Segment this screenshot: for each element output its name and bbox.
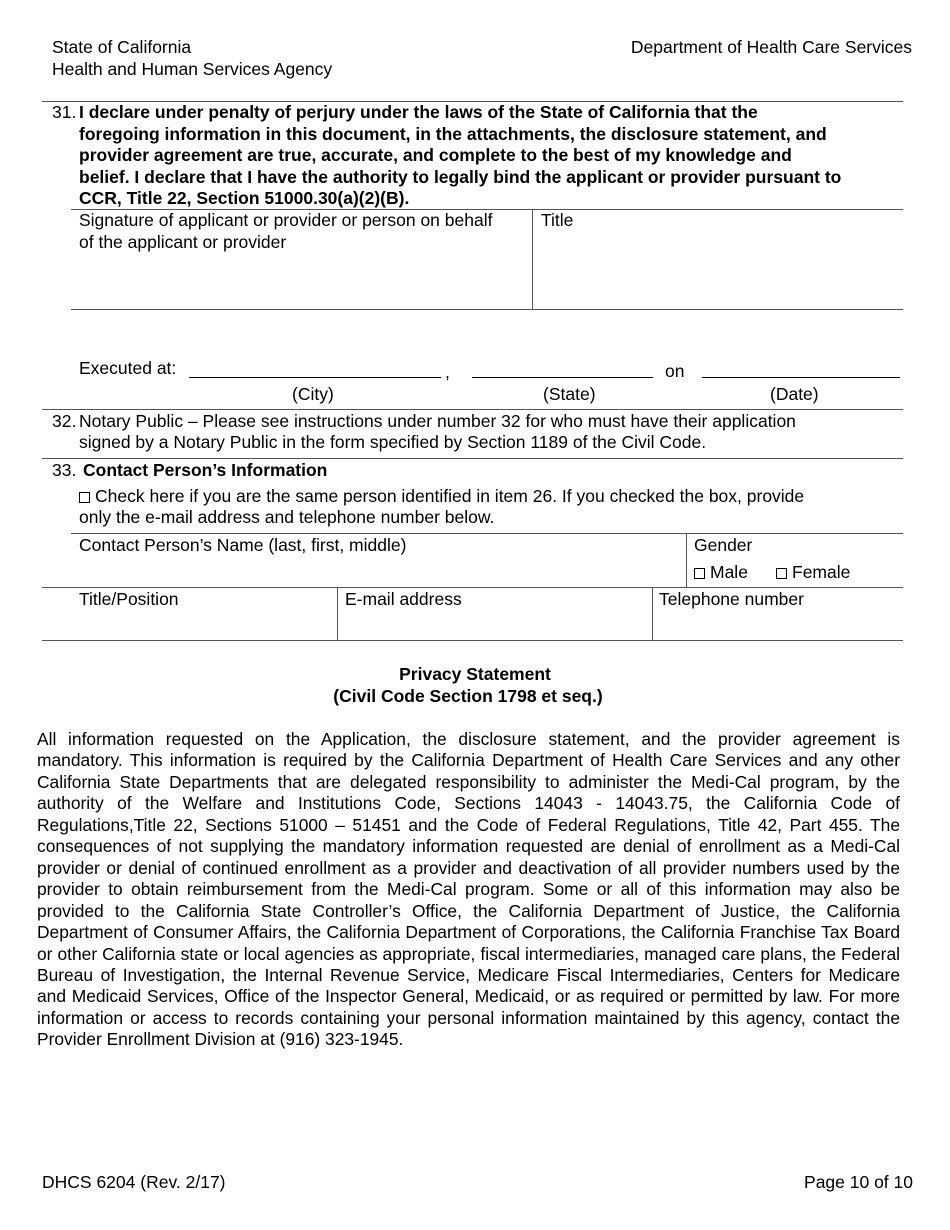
form-id: DHCS 6204 (Rev. 2/17) [42,1172,226,1192]
date-label: (Date) [770,384,819,404]
declaration-line: CCR, Title 22, Section 51000.30(a)(2)(B). [79,188,410,208]
gender-label: Gender [694,535,753,555]
city-field[interactable] [189,377,441,378]
same-person-checkbox[interactable] [79,492,90,503]
title-position-label: Title/Position [79,589,179,609]
header-agency: Health and Human Services Agency [52,59,333,79]
divider [686,533,687,587]
signature-label: of the applicant or provider [79,232,287,252]
header-state: State of California [52,37,192,57]
date-field[interactable] [702,377,900,378]
declaration-line: foregoing information in this document, in the attachments, the disclosure statement, and [79,124,827,144]
item-31-number: 31. [52,102,77,122]
title-field[interactable] [533,210,902,308]
divider [42,458,903,459]
item-33-number: 33. [52,460,77,480]
telephone-label: Telephone number [659,589,804,609]
notary-text: Notary Public – Please see instructions under number 32 for who must have their application [79,411,796,431]
city-label: (City) [292,384,334,404]
privacy-body: All information requested on the Application, the disclosure statement, and the provider agreement is mandatory. This information is required by the California Department of Health Care Services and any other California State Departments that are delegated responsibility to administer the Medi-Cal program, by the authority of the Welfare and Institutions Code, Sections 14043 - 14043.75, the California Code of Regulations,Title 22, Sections 51000 – 51451 and the Code of Federal Regulations, Title 42, Part 455. The consequences of not supplying the mandatory information requested are denial of enrollment as a Medi-Cal provider or denial of continued enrollment as a provider and deactivation of all provider numbers used by the provider to obtain reimbursement from the Medi-Cal program. Some or all of this information may also be provided to the California State Controller’s Office, the California Department of Justice, the California Department of Consumer Affairs, the California Department of Corporations, the California Franchise Tax Board or other California state or local agencies as appropriate, fiscal intermediaries, managed care plans, the Federal Bureau of Investigation, the Internal Revenue Service, Medicare Fiscal Intermediaries, Centers for Medicare and Medicaid Services, Office of the Inspector General, Medicaid, or as required or permitted by law. For more information or access to records containing your personal information maintained by this agency, contact the Provider Enrollment Division at (916) 323-1945. [37,729,900,1050]
title-label: Title [541,210,574,230]
executed-at-label: Executed at: [79,358,177,378]
divider [71,309,903,310]
privacy-title: Privacy Statement [399,664,551,684]
divider [42,409,903,410]
item-32-number: 32. [52,411,77,431]
email-label: E-mail address [345,589,462,609]
gender-female-option[interactable] [776,562,850,584]
header-department: Department of Health Care Services [630,37,912,57]
state-field[interactable] [472,377,653,378]
male-label: Male [710,562,748,582]
declaration-line: belief. I declare that I have the authority to legally bind the applicant or provider pursuant to [79,167,842,187]
contact-section-title: Contact Person’s Information [83,460,328,480]
gender-male-option[interactable] [694,562,748,584]
same-person-text: Check here if you are the same person identified in item 26. If you checked the box, provide [95,486,805,506]
state-label: (State) [543,384,596,404]
title-position-field[interactable] [71,588,336,639]
declaration-line: provider agreement are true, accurate, and complete to the best of my knowledge and [79,145,792,165]
comma: , [445,362,450,382]
same-person-option [79,486,804,508]
telephone-field[interactable] [653,588,902,639]
contact-name-field[interactable] [71,534,685,586]
same-person-text: only the e-mail address and telephone number below. [79,507,495,527]
email-field[interactable] [338,588,651,639]
female-checkbox[interactable] [776,568,787,579]
on-label: on [665,361,685,381]
page-number: Page 10 of 10 [804,1172,913,1192]
contact-name-label: Contact Person’s Name (last, first, middle) [79,535,407,555]
divider [42,640,903,641]
signature-field[interactable] [71,210,531,308]
signature-label: Signature of applicant or provider or person on behalf [79,210,493,230]
male-checkbox[interactable] [694,568,705,579]
female-label: Female [792,562,851,582]
declaration-line: I declare under penalty of perjury under the laws of the State of California that the [79,102,758,122]
notary-text: signed by a Notary Public in the form specified by Section 1189 of the Civil Code. [79,432,707,452]
privacy-subtitle: (Civil Code Section 1798 et seq.) [333,686,603,706]
